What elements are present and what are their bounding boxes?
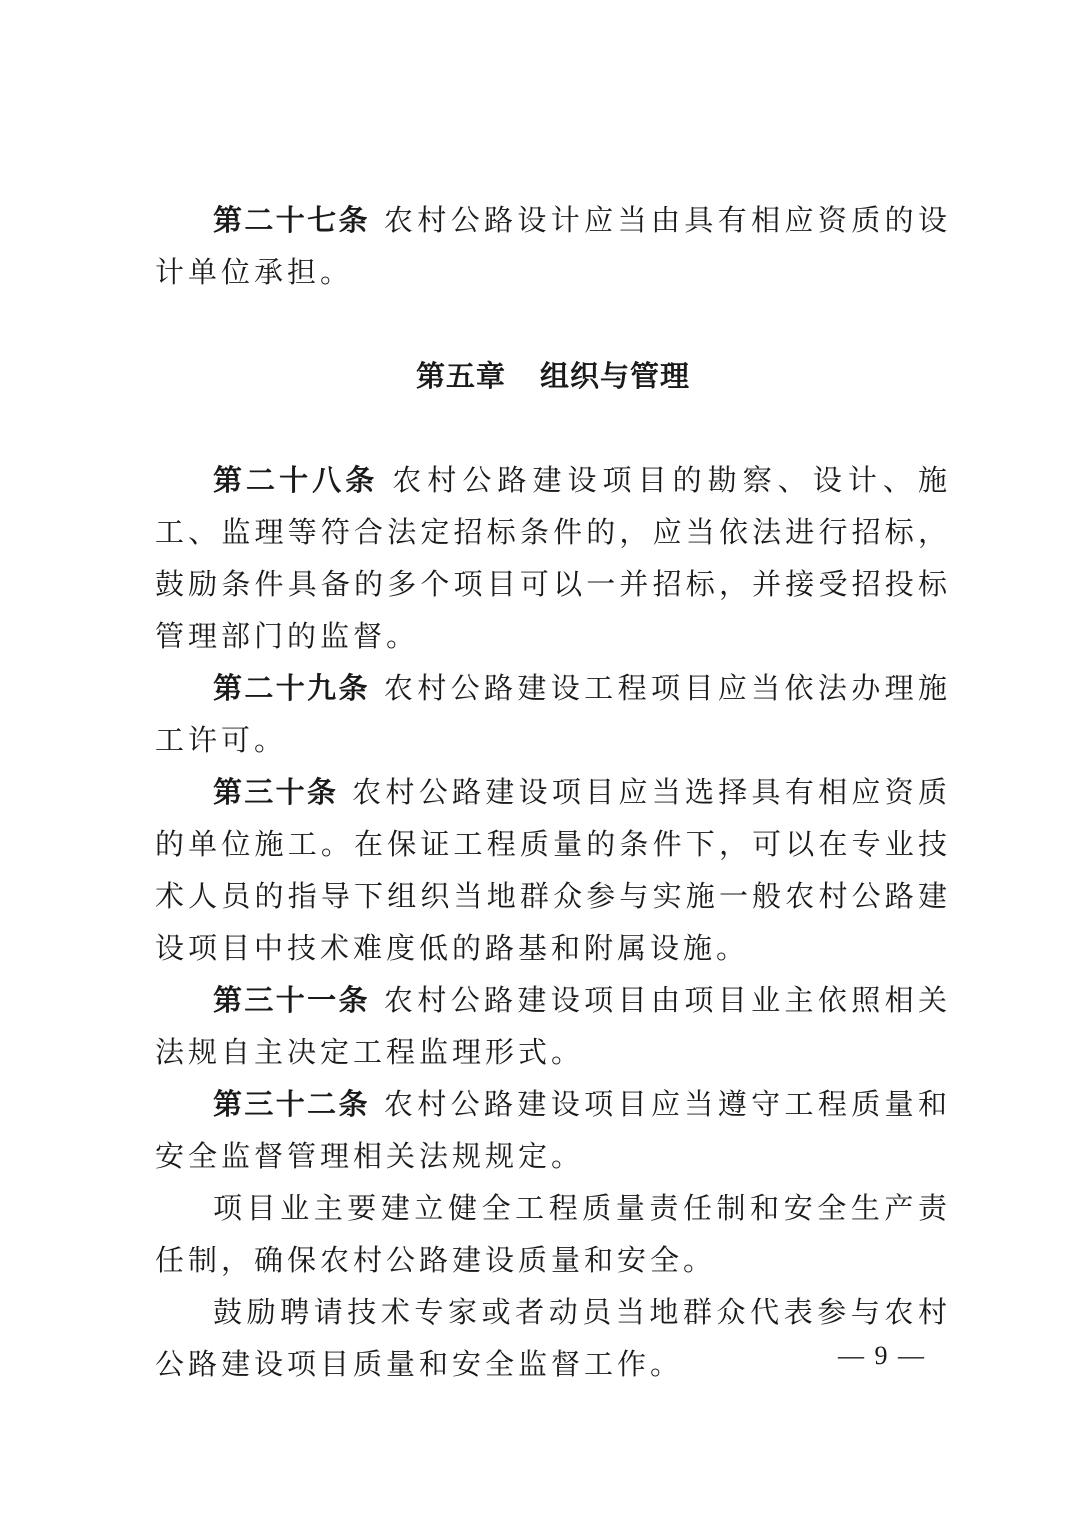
paragraph-supervision: 鼓励聘请技术专家或者动员当地群众代表参与农村公路建设项目质量和安全监督工作。 bbox=[155, 1295, 951, 1381]
article-text: 农村公路建设项目的勘察、设计、施工、监理等符合法定招标条件的，应当依法进行招标，鼓励条件具备的多个项目可以一并招标，并接受招投标管理部门的监督。 bbox=[155, 463, 951, 653]
article-number: 第三十条 bbox=[213, 775, 339, 809]
article-text: 农村公路建设项目应当遵守工程质量和安全监督管理相关法规规定。 bbox=[155, 1087, 951, 1173]
article-31 bbox=[155, 974, 951, 1078]
article-text: 农村公路建设项目由项目业主依照相关法规自主决定工程监理形式。 bbox=[155, 983, 951, 1069]
article-number: 第二十七条 bbox=[213, 203, 370, 237]
article-number: 第二十九条 bbox=[213, 671, 370, 705]
article-27 bbox=[155, 194, 951, 298]
chapter-heading bbox=[155, 350, 951, 402]
page-body bbox=[155, 194, 951, 1390]
article-text: 农村公路建设项目应当选择具有相应资质的单位施工。在保证工程质量的条件下，可以在专业技术人员的指导下组织当地群众参与实施一般农村公路建设项目中技术难度低的路基和附属设施。 bbox=[155, 775, 951, 965]
article-30 bbox=[155, 766, 951, 974]
article-number: 第三十一条 bbox=[213, 983, 370, 1017]
article-32 bbox=[155, 1078, 951, 1182]
article-number: 第三十二条 bbox=[213, 1087, 370, 1121]
article-28 bbox=[155, 454, 951, 662]
article-29 bbox=[155, 662, 951, 766]
article-text: 农村公路设计应当由具有相应资质的设计单位承担。 bbox=[155, 203, 951, 289]
article-text: 农村公路建设工程项目应当依法办理施工许可。 bbox=[155, 671, 951, 757]
chapter-number: 第五章 bbox=[415, 359, 506, 393]
chapter-title: 组织与管理 bbox=[540, 359, 691, 393]
paragraph-quality-responsibility: 项目业主要建立健全工程质量责任制和安全生产责任制，确保农村公路建设质量和安全。 bbox=[155, 1191, 951, 1277]
page-number: — 9 — bbox=[838, 1341, 926, 1370]
article-number: 第二十八条 bbox=[213, 463, 379, 497]
